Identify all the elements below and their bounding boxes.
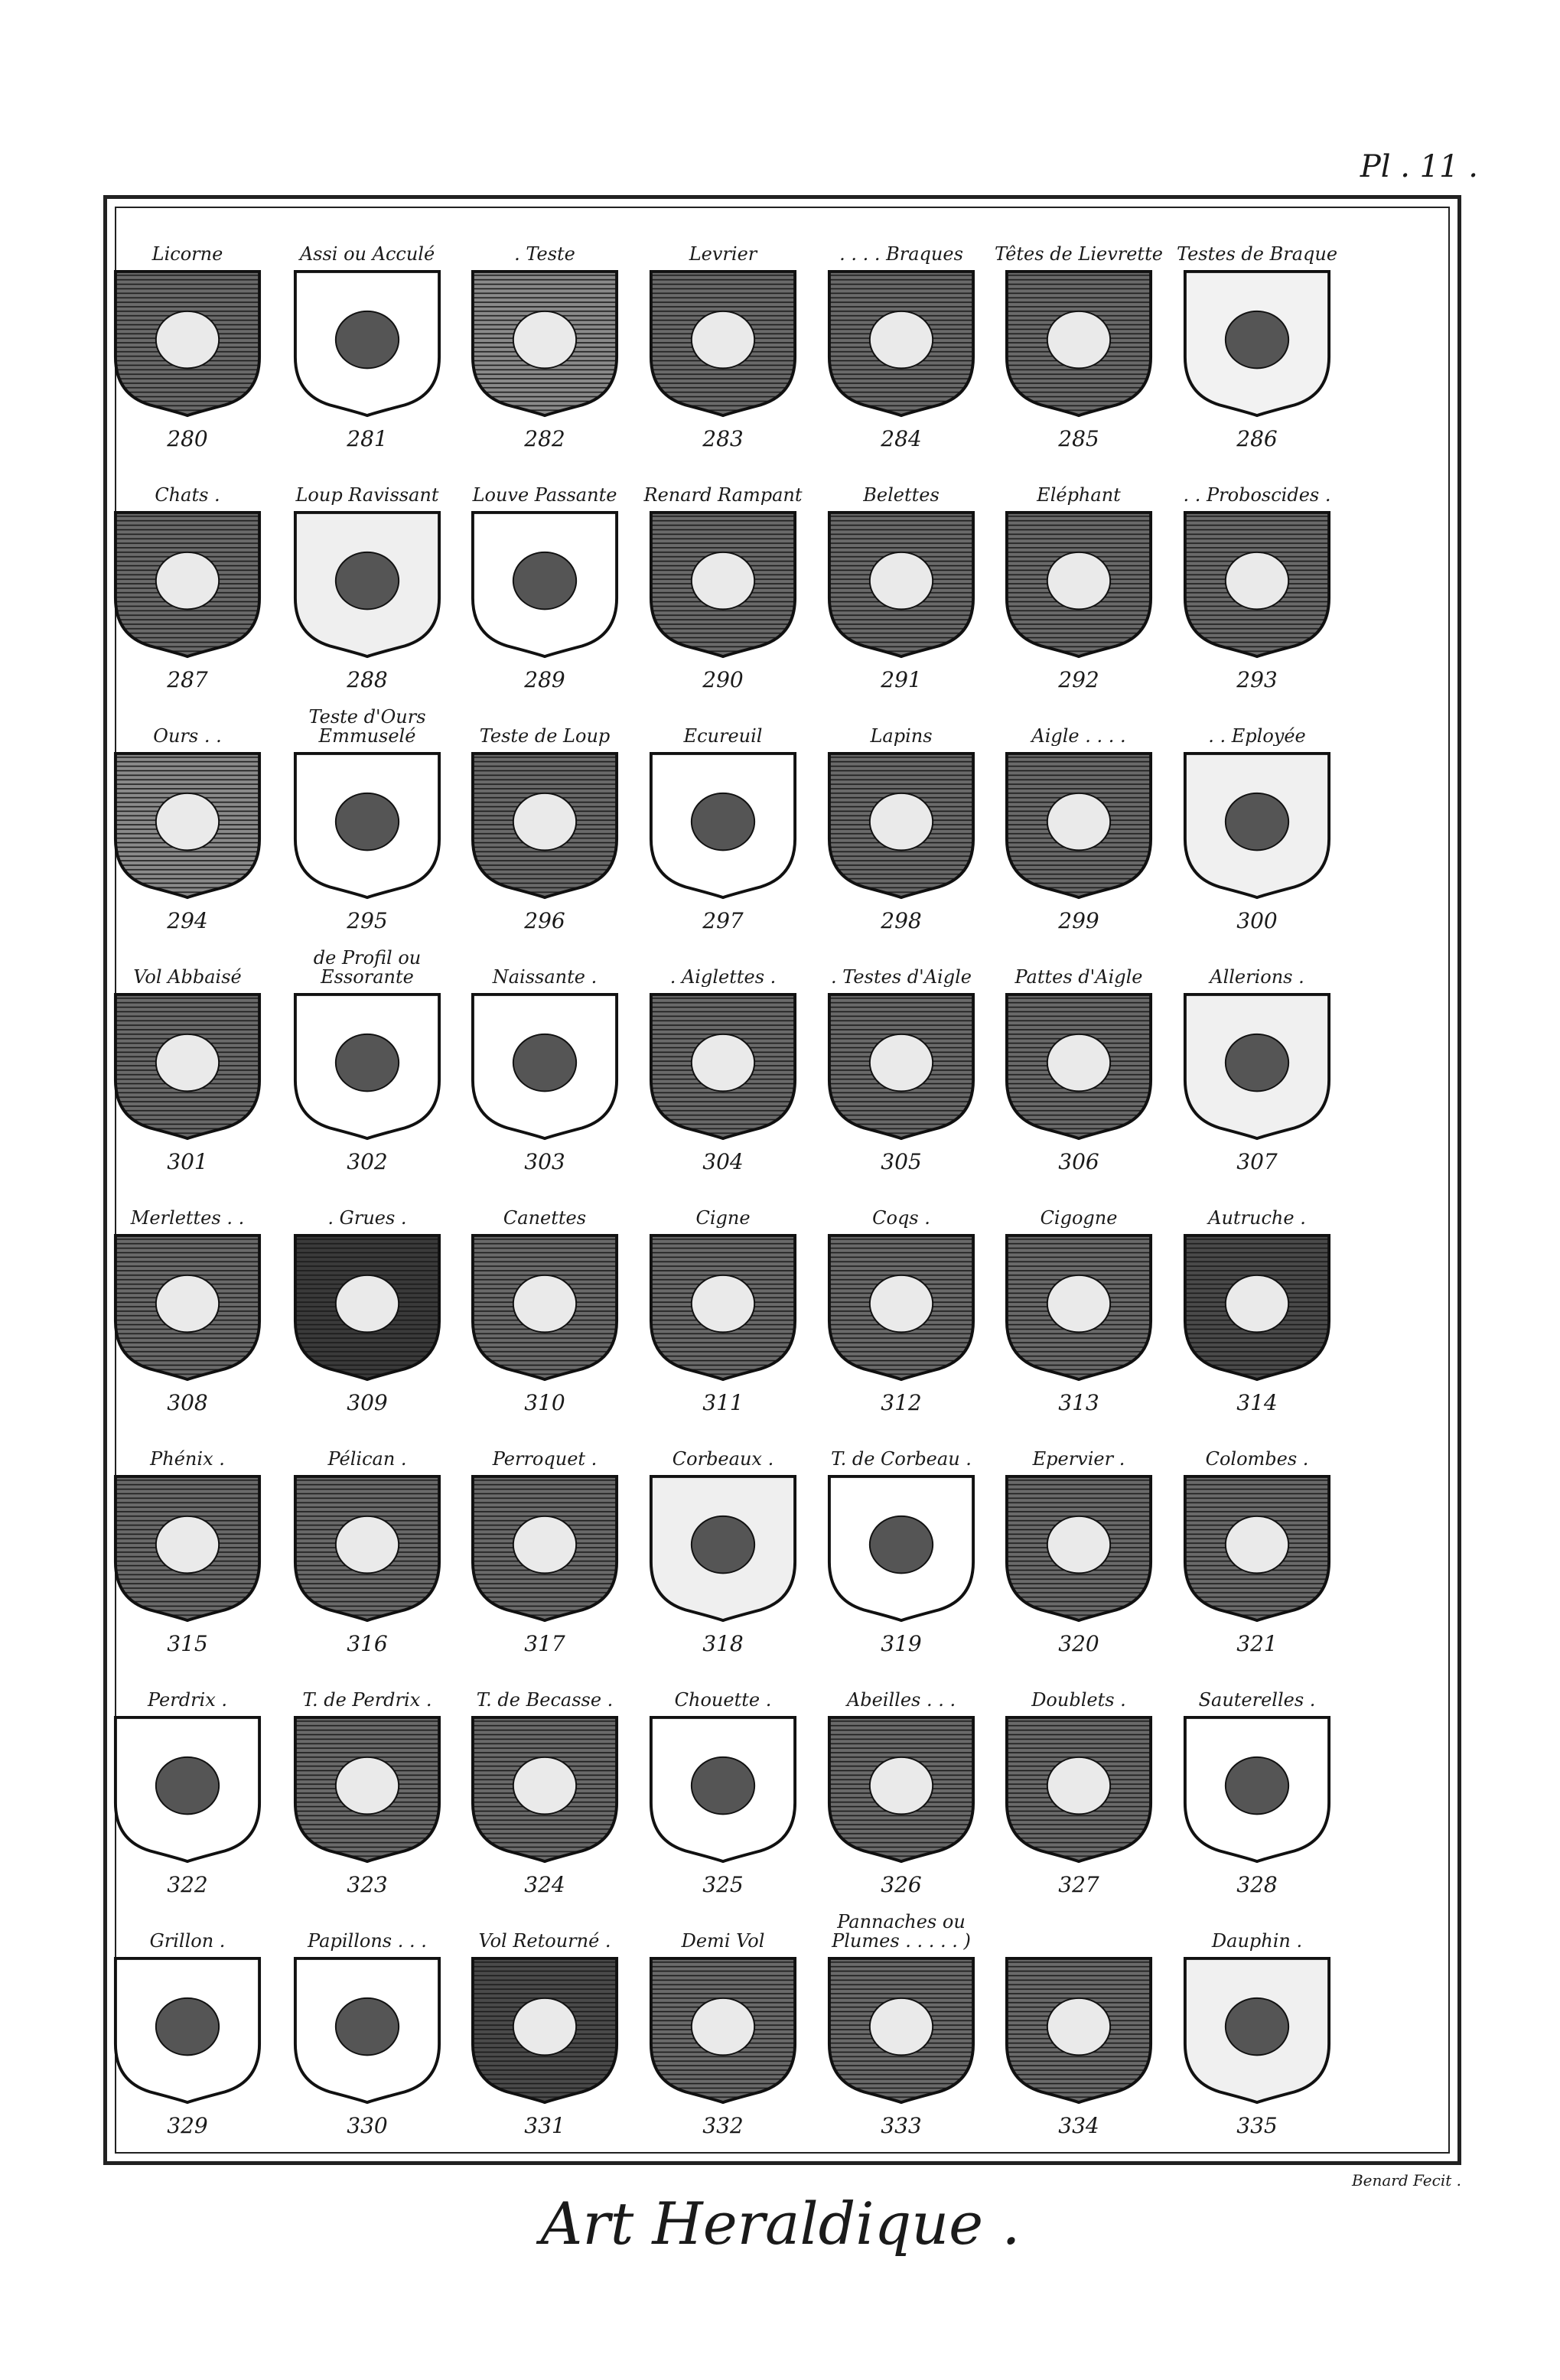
shield-number: 292 <box>1058 667 1099 692</box>
shield-cell <box>99 1190 276 1419</box>
shield-label: T. de Corbeau . <box>831 1448 972 1469</box>
shield-cell <box>990 1431 1168 1660</box>
coat-of-arms-shield-icon <box>825 750 978 900</box>
coat-of-arms-shield-icon <box>825 991 978 1141</box>
shield-number: 318 <box>702 1631 744 1656</box>
shield-number: 282 <box>524 426 565 451</box>
heraldic-charge-icon <box>336 1275 399 1332</box>
coat-of-arms-shield-icon <box>468 991 621 1141</box>
shield-label: Ecureuil <box>683 725 763 746</box>
shield-cell <box>990 1913 1168 2142</box>
shield-cell <box>278 226 456 455</box>
shield-number: 317 <box>524 1631 565 1656</box>
shield-cell <box>278 1913 456 2142</box>
shield-label: Abeilles . . . <box>846 1689 956 1710</box>
heraldic-charge-icon <box>1226 1516 1288 1573</box>
shield-cell <box>278 949 456 1178</box>
heraldic-charge-icon <box>513 311 576 368</box>
heraldic-charge-icon <box>692 1516 754 1573</box>
coat-of-arms-shield-icon <box>111 1473 264 1623</box>
shield-number: 328 <box>1236 1872 1278 1897</box>
coat-of-arms-shield-icon <box>825 1955 978 2105</box>
heraldic-charge-icon <box>870 1757 933 1814</box>
coat-of-arms-shield-icon <box>291 269 444 418</box>
heraldic-charge-icon <box>1047 1998 1110 2055</box>
coat-of-arms-shield-icon <box>468 510 621 659</box>
heraldic-charge-icon <box>156 1275 219 1332</box>
shield-number: 300 <box>1236 908 1278 933</box>
shield-label: Phénix . <box>150 1448 225 1469</box>
heraldic-charge-icon <box>156 1998 219 2055</box>
heraldic-charge-icon <box>1047 311 1110 368</box>
shield-label: Licorne <box>151 243 223 264</box>
shield-cell <box>813 1190 990 1419</box>
shield-number: 315 <box>167 1631 208 1656</box>
shield-label: Belettes <box>863 484 940 505</box>
heraldic-charge-icon <box>692 793 754 850</box>
shield-label: Vol Retourné . <box>478 1930 611 1951</box>
shield-number: 302 <box>347 1149 388 1174</box>
heraldic-charge-icon <box>156 1034 219 1091</box>
coat-of-arms-shield-icon <box>646 991 800 1141</box>
shield-cell <box>456 1431 633 1660</box>
shield-number: 280 <box>167 426 208 451</box>
shield-cell <box>1168 467 1346 696</box>
shield-label: T. de Perdrix . <box>302 1689 432 1710</box>
shield-cell <box>1168 1672 1346 1901</box>
shield-cell <box>1168 949 1346 1178</box>
coat-of-arms-shield-icon <box>291 1714 444 1864</box>
heraldic-charge-icon <box>870 552 933 609</box>
heraldic-charge-icon <box>1047 1034 1110 1091</box>
heraldic-charge-icon <box>870 793 933 850</box>
shield-number: 306 <box>1058 1149 1099 1174</box>
shield-number: 310 <box>524 1390 565 1415</box>
shield-cell <box>990 949 1168 1178</box>
shield-cell <box>634 1431 812 1660</box>
shield-label: Autruche . <box>1208 1207 1306 1228</box>
shield-number: 281 <box>347 426 388 451</box>
coat-of-arms-shield-icon <box>111 510 264 659</box>
coat-of-arms-shield-icon <box>1002 1955 1155 2105</box>
coat-of-arms-shield-icon <box>646 269 800 418</box>
heraldic-charge-icon <box>1226 793 1288 850</box>
shield-label: Têtes de Lievrette <box>995 243 1163 264</box>
coat-of-arms-shield-icon <box>646 1714 800 1864</box>
coat-of-arms-shield-icon <box>1181 510 1334 659</box>
shield-cell <box>990 467 1168 696</box>
shield-number: 333 <box>881 2113 922 2138</box>
heraldic-charge-icon <box>156 793 219 850</box>
heraldic-charge-icon <box>336 1034 399 1091</box>
shield-label: Eléphant <box>1037 484 1121 505</box>
shield-label: Chats . <box>155 484 220 505</box>
coat-of-arms-shield-icon <box>1002 991 1155 1141</box>
shield-number: 316 <box>347 1631 388 1656</box>
coat-of-arms-shield-icon <box>111 991 264 1141</box>
shield-number: 303 <box>524 1149 565 1174</box>
heraldic-charge-icon <box>336 552 399 609</box>
plate-number: Pl . 11 . <box>1360 149 1478 184</box>
shield-number: 329 <box>167 2113 208 2138</box>
shield-label: Aigle . . . . <box>1031 725 1126 746</box>
shield-label: Canettes <box>503 1207 587 1228</box>
shield-number: 313 <box>1058 1390 1099 1415</box>
heraldic-charge-icon <box>1047 1757 1110 1814</box>
heraldic-charge-icon <box>870 1275 933 1332</box>
coat-of-arms-shield-icon <box>646 1955 800 2105</box>
shield-number: 288 <box>347 667 388 692</box>
heraldic-charge-icon <box>513 552 576 609</box>
shield-cell <box>1168 1190 1346 1419</box>
shield-number: 311 <box>702 1390 744 1415</box>
shield-cell <box>456 467 633 696</box>
shield-label: Naissante . <box>492 966 598 987</box>
shield-label: Demi Vol <box>681 1930 765 1951</box>
shield-cell <box>634 467 812 696</box>
shield-cell <box>990 1672 1168 1901</box>
plate-title: Art Heraldique . <box>540 2190 1021 2258</box>
coat-of-arms-shield-icon <box>1002 269 1155 418</box>
shield-number: 331 <box>524 2113 565 2138</box>
heraldic-charge-icon <box>1226 552 1288 609</box>
shield-number: 297 <box>702 908 744 933</box>
shield-number: 304 <box>702 1149 744 1174</box>
shield-cell <box>1168 1913 1346 2142</box>
shield-number: 307 <box>1236 1149 1278 1174</box>
shield-number: 287 <box>167 667 208 692</box>
shield-cell <box>456 1913 633 2142</box>
coat-of-arms-shield-icon <box>291 1955 444 2105</box>
coat-of-arms-shield-icon <box>646 1473 800 1623</box>
heraldic-charge-icon <box>1047 552 1110 609</box>
shield-label: Merlettes . . <box>130 1207 245 1228</box>
shield-label: de Profil ou Essorante <box>313 949 422 987</box>
coat-of-arms-shield-icon <box>1181 269 1334 418</box>
shield-label: Levrier <box>689 243 757 264</box>
shield-cell <box>99 1913 276 2142</box>
shield-label: . . . . Braques <box>839 243 963 264</box>
shield-label: Testes de Braque <box>1176 243 1338 264</box>
shield-label: Teste d'Ours Emmuselé <box>308 708 426 746</box>
shield-cell <box>813 226 990 455</box>
shield-cell <box>634 1913 812 2142</box>
shield-label: . Testes d'Aigle <box>831 966 972 987</box>
coat-of-arms-shield-icon <box>825 1473 978 1623</box>
shield-cell <box>278 1431 456 1660</box>
shield-label: Allerions . <box>1210 966 1304 987</box>
shield-cell <box>990 226 1168 455</box>
shield-number: 332 <box>702 2113 744 2138</box>
heraldic-charge-icon <box>692 1034 754 1091</box>
coat-of-arms-shield-icon <box>291 510 444 659</box>
heraldic-charge-icon <box>336 1516 399 1573</box>
shield-cell <box>634 1672 812 1901</box>
shield-label: Chouette . <box>674 1689 772 1710</box>
shield-number: 324 <box>524 1872 565 1897</box>
heraldic-charge-icon <box>336 793 399 850</box>
shield-cell <box>1168 708 1346 937</box>
heraldic-charge-icon <box>692 311 754 368</box>
coat-of-arms-shield-icon <box>1002 750 1155 900</box>
shield-label: Colombes . <box>1205 1448 1309 1469</box>
heraldic-charge-icon <box>1226 1034 1288 1091</box>
shield-cell <box>813 949 990 1178</box>
shield-cell <box>456 1672 633 1901</box>
heraldic-charge-icon <box>513 1516 576 1573</box>
shield-number: 293 <box>1236 667 1278 692</box>
coat-of-arms-shield-icon <box>1181 1232 1334 1382</box>
coat-of-arms-shield-icon <box>646 510 800 659</box>
shield-label: . Aiglettes . <box>669 966 777 987</box>
shield-number: 294 <box>167 908 208 933</box>
heraldic-charge-icon <box>870 311 933 368</box>
shield-label: . Grues . <box>327 1207 407 1228</box>
coat-of-arms-shield-icon <box>646 1232 800 1382</box>
shield-cell <box>456 708 633 937</box>
heraldic-charge-icon <box>692 1757 754 1814</box>
heraldic-charge-icon <box>870 1516 933 1573</box>
coat-of-arms-shield-icon <box>825 510 978 659</box>
shield-label: Vol Abbaisé <box>133 966 242 987</box>
shield-number: 334 <box>1058 2113 1099 2138</box>
coat-of-arms-shield-icon <box>291 1473 444 1623</box>
shield-number: 335 <box>1236 2113 1278 2138</box>
shield-cell <box>634 708 812 937</box>
coat-of-arms-shield-icon <box>291 750 444 900</box>
heraldic-charge-icon <box>156 1757 219 1814</box>
heraldic-charge-icon <box>513 1998 576 2055</box>
shield-cell <box>278 1190 456 1419</box>
shield-number: 299 <box>1058 908 1099 933</box>
shield-number: 301 <box>167 1149 208 1174</box>
shield-number: 291 <box>881 667 922 692</box>
heraldic-charge-icon <box>870 1998 933 2055</box>
shield-number: 330 <box>347 2113 388 2138</box>
shield-cell <box>634 226 812 455</box>
coat-of-arms-shield-icon <box>111 1232 264 1382</box>
coat-of-arms-shield-icon <box>825 269 978 418</box>
shield-label <box>982 1913 1175 1951</box>
shield-label: Dauphin . <box>1211 1930 1303 1951</box>
shield-number: 283 <box>702 426 744 451</box>
shield-cell <box>990 1190 1168 1419</box>
shield-label: Cigne <box>695 1207 751 1228</box>
coat-of-arms-shield-icon <box>468 750 621 900</box>
shield-number: 320 <box>1058 1631 1099 1656</box>
coat-of-arms-shield-icon <box>1181 1955 1334 2105</box>
shield-label: Corbeaux . <box>672 1448 774 1469</box>
coat-of-arms-shield-icon <box>1181 1473 1334 1623</box>
shield-number: 327 <box>1058 1872 1099 1897</box>
shield-number: 305 <box>881 1149 922 1174</box>
coat-of-arms-shield-icon <box>825 1232 978 1382</box>
shield-number: 296 <box>524 908 565 933</box>
shield-label: Papillons . . . <box>308 1930 427 1951</box>
shield-number: 298 <box>881 908 922 933</box>
heraldic-charge-icon <box>513 1275 576 1332</box>
shield-label: . . Proboscides . <box>1183 484 1331 505</box>
shield-number: 312 <box>881 1390 922 1415</box>
shield-label: Assi ou Acculé <box>299 243 435 264</box>
shield-cell <box>813 1431 990 1660</box>
shield-label: Pannaches ou Plumes . . . . . ) <box>832 1913 971 1951</box>
shield-label: Pattes d'Aigle <box>1014 966 1143 987</box>
heraldic-charge-icon <box>1047 1275 1110 1332</box>
shield-label: Loup Ravissant <box>295 484 439 505</box>
heraldic-charge-icon <box>692 552 754 609</box>
coat-of-arms-shield-icon <box>825 1714 978 1864</box>
shield-cell <box>1168 1431 1346 1660</box>
heraldic-charge-icon <box>336 1998 399 2055</box>
shield-label: T. de Becasse . <box>476 1689 614 1710</box>
coat-of-arms-shield-icon <box>1181 750 1334 900</box>
shield-cell <box>813 1913 990 2142</box>
shield-cell <box>99 708 276 937</box>
shield-cell <box>99 949 276 1178</box>
shield-label: Sauterelles . <box>1198 1689 1316 1710</box>
shield-label: Lapins <box>870 725 933 746</box>
shield-label: . Teste <box>514 243 575 264</box>
shield-cell <box>278 1672 456 1901</box>
shield-number: 319 <box>881 1631 922 1656</box>
heraldic-charge-icon <box>1226 1275 1288 1332</box>
heraldic-charge-icon <box>156 1516 219 1573</box>
heraldic-charge-icon <box>513 1034 576 1091</box>
shield-label: Pélican . <box>327 1448 407 1469</box>
shield-label: Perdrix . <box>147 1689 228 1710</box>
shield-label: Doublets . <box>1031 1689 1126 1710</box>
coat-of-arms-shield-icon <box>111 269 264 418</box>
heraldic-charge-icon <box>1047 793 1110 850</box>
coat-of-arms-shield-icon <box>1002 1714 1155 1864</box>
shield-number: 295 <box>347 908 388 933</box>
coat-of-arms-shield-icon <box>1181 1714 1334 1864</box>
heraldic-charge-icon <box>156 552 219 609</box>
shield-number: 285 <box>1058 426 1099 451</box>
coat-of-arms-shield-icon <box>291 991 444 1141</box>
shield-label: Ours . . <box>153 725 222 746</box>
coat-of-arms-shield-icon <box>111 1955 264 2105</box>
shield-cell <box>456 226 633 455</box>
shield-cell <box>99 467 276 696</box>
shield-label: Cigogne <box>1040 1207 1118 1228</box>
shield-label: Epervier . <box>1032 1448 1125 1469</box>
shield-cell <box>634 1190 812 1419</box>
shield-label: . . Eployée <box>1208 725 1306 746</box>
shield-cell <box>813 1672 990 1901</box>
coat-of-arms-shield-icon <box>468 1714 621 1864</box>
heraldic-charge-icon <box>513 793 576 850</box>
shield-number: 286 <box>1236 426 1278 451</box>
shield-number: 325 <box>702 1872 744 1897</box>
shield-cell <box>99 226 276 455</box>
coat-of-arms-shield-icon <box>468 1232 621 1382</box>
coat-of-arms-shield-icon <box>468 1473 621 1623</box>
coat-of-arms-shield-icon <box>1002 1473 1155 1623</box>
heraldic-charge-icon <box>1226 311 1288 368</box>
shield-cell <box>634 949 812 1178</box>
shield-label: Perroquet . <box>492 1448 598 1469</box>
coat-of-arms-shield-icon <box>291 1232 444 1382</box>
shield-cell <box>456 1190 633 1419</box>
coat-of-arms-shield-icon <box>1002 1232 1155 1382</box>
heraldic-charge-icon <box>692 1998 754 2055</box>
heraldic-charge-icon <box>870 1034 933 1091</box>
shield-number: 289 <box>524 667 565 692</box>
coat-of-arms-shield-icon <box>111 750 264 900</box>
shield-number: 322 <box>167 1872 208 1897</box>
shield-number: 326 <box>881 1872 922 1897</box>
shield-number: 314 <box>1236 1390 1278 1415</box>
heraldic-charge-icon <box>336 311 399 368</box>
shield-number: 290 <box>702 667 744 692</box>
shield-cell <box>278 708 456 937</box>
shield-cell <box>456 949 633 1178</box>
coat-of-arms-shield-icon <box>1181 991 1334 1141</box>
shield-label: Coqs . <box>872 1207 930 1228</box>
coat-of-arms-shield-icon <box>646 750 800 900</box>
engraver-signature: Benard Fecit . <box>1351 2171 1461 2190</box>
shield-number: 321 <box>1236 1631 1278 1656</box>
shield-cell <box>278 467 456 696</box>
heraldic-charge-icon <box>156 311 219 368</box>
heraldic-charge-icon <box>692 1275 754 1332</box>
heraldic-charge-icon <box>1226 1998 1288 2055</box>
heraldic-charge-icon <box>513 1757 576 1814</box>
coat-of-arms-shield-icon <box>111 1714 264 1864</box>
coat-of-arms-shield-icon <box>468 1955 621 2105</box>
heraldic-charge-icon <box>336 1757 399 1814</box>
shield-cell <box>990 708 1168 937</box>
heraldic-charge-icon <box>1047 1516 1110 1573</box>
shield-cell <box>1168 226 1346 455</box>
shield-cell <box>813 708 990 937</box>
shield-number: 309 <box>347 1390 388 1415</box>
shield-cell <box>99 1431 276 1660</box>
shield-label: Louve Passante <box>472 484 617 505</box>
shield-number: 284 <box>881 426 922 451</box>
shield-label: Renard Rampant <box>643 484 803 505</box>
heraldic-charge-icon <box>1226 1757 1288 1814</box>
shield-number: 308 <box>167 1390 208 1415</box>
coat-of-arms-shield-icon <box>1002 510 1155 659</box>
coat-of-arms-shield-icon <box>468 269 621 418</box>
shield-cell <box>813 467 990 696</box>
shield-cell <box>99 1672 276 1901</box>
shield-label: Grillon . <box>149 1930 226 1951</box>
shield-label: Teste de Loup <box>479 725 611 746</box>
shield-number: 323 <box>347 1872 388 1897</box>
